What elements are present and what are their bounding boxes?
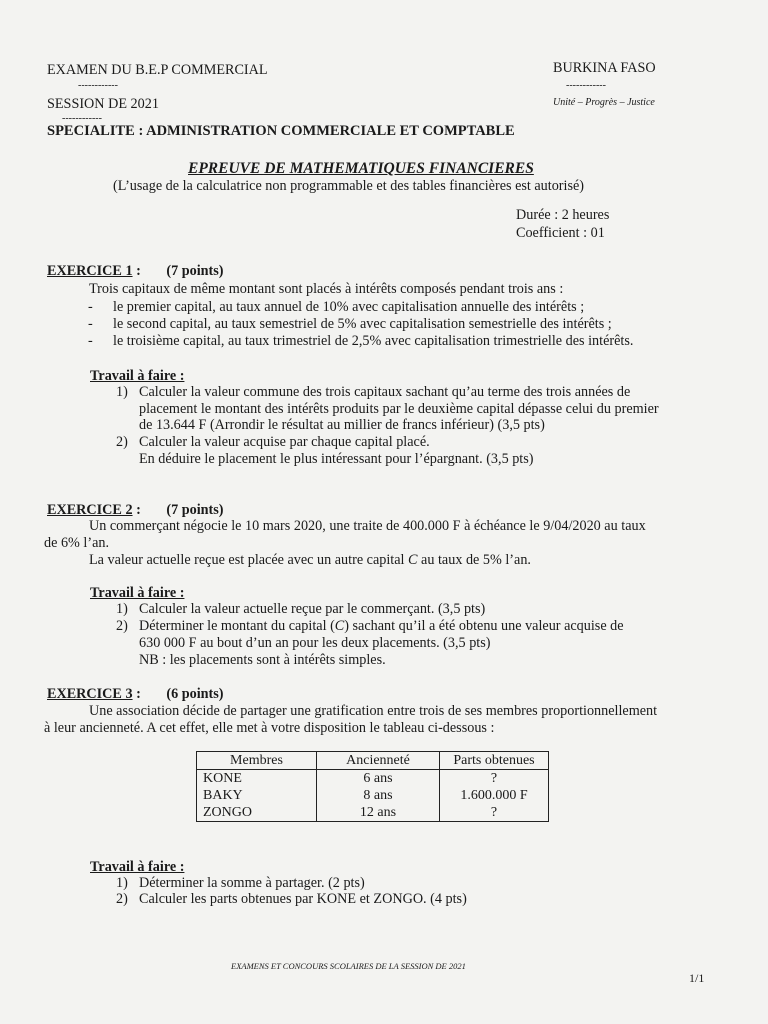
table-cell: ? [440, 804, 549, 822]
bullet-dash: - [88, 333, 93, 349]
text-part: Déterminer le montant du capital ( [139, 618, 335, 634]
exercise-2-nb: NB : les placements sont à intérêts simples. [139, 652, 386, 668]
variable-c: C [334, 618, 345, 634]
task-number: 1) [116, 384, 128, 400]
text-part: La valeur actuelle reçue est placée avec un autre capital [89, 552, 409, 568]
duration: Durée : 2 heures [516, 207, 610, 223]
exercise-1-task-2-line: Calculer la valeur acquise par chaque capital placé. [139, 434, 430, 450]
exercise-1-points: (7 points) [166, 263, 224, 279]
exercise-1-bullet: le premier capital, au taux annuel de 10% avec capitalisation annuelle des intérêts ; [113, 299, 585, 315]
table-cell: 6 ans [317, 770, 440, 788]
table-header-row [197, 752, 549, 770]
text-part: ) sachant qu’il a été obtenu une valeur acquise de [344, 618, 624, 634]
country-name: BURKINA FASO [553, 60, 656, 76]
bullet-dash: - [88, 299, 93, 315]
table-cell: ? [440, 770, 549, 788]
table-row [197, 787, 549, 804]
task-number: 1) [116, 601, 128, 617]
table-cell: 8 ans [317, 787, 440, 804]
coefficient: Coefficient : 01 [516, 225, 605, 241]
exercise-2-task-2-line [139, 618, 624, 635]
exercise-1-task-1-line: placement le montant des intérêts produits par le deuxième capital dépasse celui du premier [139, 401, 659, 417]
exercise-2-paragraph-line: de 6% l’an. [44, 535, 110, 551]
exercise-1-task-1-line: de 13.644 F (Arrondir le résultat au millier de francs inférieur) (3,5 pts) [139, 417, 545, 433]
separator: ------------ [62, 113, 102, 124]
table-cell: KONE [197, 770, 317, 788]
table-row [197, 770, 549, 788]
footer-text: EXAMENS ET CONCOURS SCOLAIRES DE LA SESSION DE 2021 [231, 961, 466, 971]
exercise-1-heading [47, 263, 224, 280]
exercise-1-task-heading: Travail à faire : [90, 368, 185, 384]
colon: : [136, 263, 141, 279]
exercise-2-task-2-line: 630 000 F au bout d’un an pour les deux placements. (3,5 pts) [139, 635, 491, 651]
table-cell: 1.600.000 F [440, 787, 549, 804]
exercise-1-task-1-line: Calculer la valeur commune des trois capitaux sachant qu’au terme des trois années de [139, 384, 631, 400]
exercise-3-heading [47, 686, 224, 703]
table-row [197, 804, 549, 822]
exam-title: EPREUVE DE MATHEMATIQUES FINANCIERES [188, 160, 534, 177]
table-cell: ZONGO [197, 804, 317, 822]
national-motto: Unité – Progrès – Justice [553, 97, 655, 108]
column-header: Parts obtenues [440, 752, 549, 770]
exercise-2-paragraph-line: Un commerçant négocie le 10 mars 2020, une traite de 400.000 F à échéance le 9/04/2020 au taux [89, 518, 646, 534]
exercise-3-title: EXERCICE 3 [47, 686, 133, 702]
table-cell: BAKY [197, 787, 317, 804]
exercise-3-paragraph-line: à leur ancienneté. A cet effet, elle met à votre disposition le tableau ci-dessous : [44, 720, 495, 736]
exercise-3-points: (6 points) [166, 686, 224, 702]
exercise-1-intro: Trois capitaux de même montant sont placés à intérêts composés pendant trois ans : [89, 281, 564, 297]
exercise-1-bullet: le second capital, au taux semestriel de 5% avec capitalisation semestrielle des intérêts ; [113, 316, 612, 332]
column-header: Membres [197, 752, 317, 770]
exercise-2-task-1-line: Calculer la valeur actuelle reçue par le commerçant. (3,5 pts) [139, 601, 486, 617]
colon: : [136, 502, 141, 518]
page-number: 1/1 [689, 971, 705, 985]
session-label: SESSION DE 2021 [47, 96, 159, 112]
exercise-2-task-heading: Travail à faire : [90, 585, 185, 601]
speciality-line: SPECIALITE : ADMINISTRATION COMMERCIALE ET COMPTABLE [47, 123, 515, 139]
separator: ------------ [78, 80, 118, 91]
exercise-2-title: EXERCICE 2 [47, 502, 133, 518]
separator: ------------ [566, 80, 606, 91]
exercise-1-title: EXERCICE 1 [47, 263, 133, 279]
exercise-2-points: (7 points) [166, 502, 224, 518]
exercise-3-paragraph-line: Une association décide de partager une gratification entre trois de ses membres proportionnellement [89, 703, 658, 719]
task-number: 1) [116, 875, 128, 891]
exercise-2-heading [47, 502, 224, 519]
task-number: 2) [116, 434, 128, 450]
column-header: Ancienneté [317, 752, 440, 770]
exercise-1-bullet: le troisième capital, au taux trimestriel de 2,5% avec capitalisation trimestrielle des intérêts. [113, 333, 634, 349]
table-cell: 12 ans [317, 804, 440, 822]
exercise-1-task-2-line: En déduire le placement le plus intéressant pour l’épargnant. (3,5 pts) [139, 451, 534, 467]
calculator-note: (L’usage de la calculatrice non programmable et des tables financières est autorisé) [113, 178, 585, 194]
exercise-3-task-heading: Travail à faire : [90, 859, 185, 875]
exercise-2-paragraph-line [89, 552, 531, 569]
task-number: 2) [116, 891, 128, 907]
colon: : [136, 686, 141, 702]
exercise-3-task-1: Déterminer la somme à partager. (2 pts) [139, 875, 365, 891]
exercise-3-task-2: Calculer les parts obtenues par KONE et ZONGO. (4 pts) [139, 891, 467, 907]
variable-c: C [408, 552, 418, 568]
task-number: 2) [116, 618, 128, 634]
text-part: au taux de 5% l’an. [417, 552, 531, 568]
exam-name: EXAMEN DU B.E.P COMMERCIAL [47, 62, 268, 78]
bullet-dash: - [88, 316, 93, 332]
seniority-table [196, 751, 549, 822]
